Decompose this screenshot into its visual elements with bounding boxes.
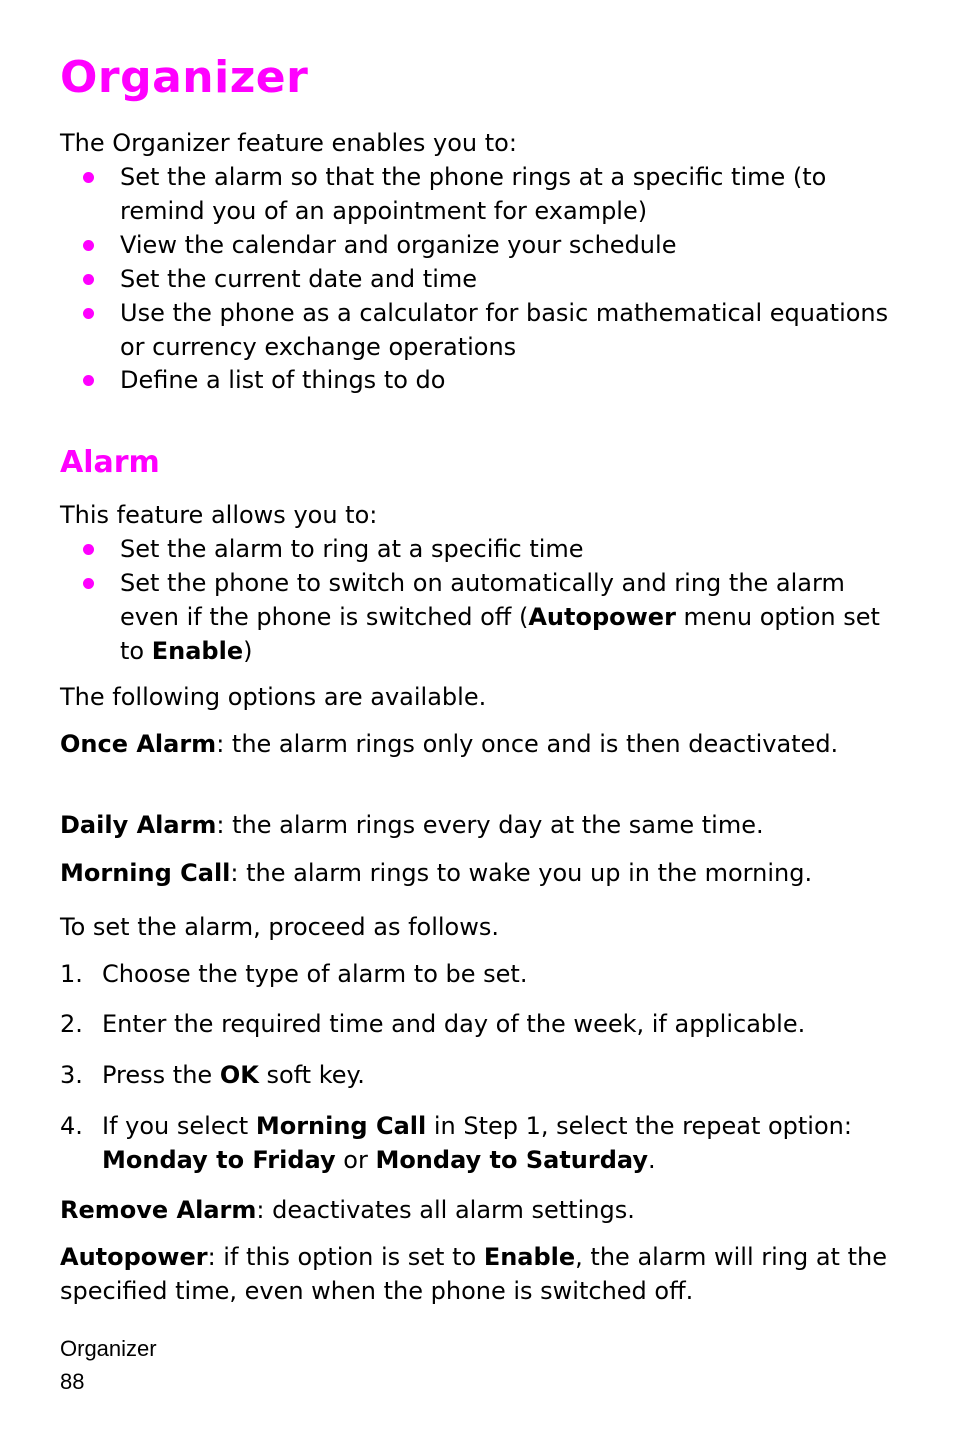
bullet-icon [83,240,94,251]
option-value: Enable [151,637,244,665]
step-item [60,957,890,991]
step-number: 3. [60,1061,83,1089]
bullet-text: Set the alarm so that the phone rings at a specific time (to remind you of an appointment for example) [120,163,827,225]
option-value: Enable [483,1243,576,1271]
footer-section-name: Organizer [60,1336,157,1361]
step-text-part: or [335,1146,376,1174]
step-text-part: . [648,1146,656,1174]
list-item [60,228,890,262]
option-daily-alarm [60,808,890,842]
bullet-icon [83,172,94,183]
section-heading-alarm: Alarm [60,445,160,480]
step-item [60,1007,890,1041]
option-value: Monday to Saturday [375,1146,649,1174]
bullet-text-part: menu option set to [120,603,880,665]
option-description: : the alarm rings every day at the same time. [216,811,764,839]
page-title: Organizer [60,52,309,103]
step-text-part: soft key. [258,1061,365,1089]
bullet-icon [83,274,94,285]
step-number: 2. [60,1010,83,1038]
options-intro-text: The following options are available. [60,683,487,711]
bullet-icon [83,578,94,589]
option-term: Daily Alarm [60,811,217,839]
option-term: Morning Call [60,859,231,887]
option-term: Remove Alarm [60,1196,257,1224]
page-number: 88 [60,1369,85,1394]
bullet-text: Set the alarm to ring at a specific time [120,535,584,563]
bullet-text-part: Set the phone to switch on automatically and ring the alarm even if the phone is switched off ( [120,569,845,631]
bullet-icon [83,544,94,555]
step-number: 4. [60,1112,83,1140]
list-item [60,262,890,296]
option-term: Once Alarm [60,730,217,758]
list-item [60,363,890,397]
option-once-alarm [60,727,890,761]
option-term: Morning Call [255,1112,427,1140]
step-item [60,1109,890,1177]
soft-key-name: OK [219,1061,259,1089]
bullet-text [120,566,890,668]
bullet-text: Use the phone as a calculator for basic mathematical equations or currency exchange operations [120,299,889,361]
bullet-text: Set the current date and time [120,265,478,293]
step-text [102,1058,890,1092]
list-item [60,296,890,364]
bullet-icon [83,308,94,319]
list-item [60,566,890,668]
steps-intro-text: To set the alarm, proceed as follows. [60,913,499,941]
option-description: : if this option is set to [207,1243,484,1271]
option-description: : deactivates all alarm settings. [256,1196,635,1224]
step-text: Choose the type of alarm to be set. [102,960,528,988]
list-item [60,160,890,228]
step-text-part: If you select [102,1112,256,1140]
option-description: : the alarm rings to wake you up in the morning. [230,859,813,887]
bullet-icon [83,375,94,386]
option-morning-call [60,856,890,890]
option-description: : the alarm rings only once and is then deactivated. [216,730,839,758]
menu-option-name: Autopower [528,603,676,631]
option-value: Monday to Friday [102,1146,336,1174]
option-term: Autopower [60,1243,208,1271]
step-item [60,1058,890,1092]
step-text [102,1109,890,1177]
step-number: 1. [60,960,83,988]
intro-text: The Organizer feature enables you to: [60,129,517,157]
option-description: , the alarm will ring at the specified time, even when the phone is switched off. [60,1243,887,1305]
option-remove-alarm [60,1193,890,1227]
bullet-text-part: ) [243,637,253,665]
alarm-intro-text: This feature allows you to: [60,501,378,529]
bullet-text: View the calendar and organize your schedule [120,231,677,259]
step-text-part: in Step 1, select the repeat option: [426,1112,852,1140]
bullet-text: Define a list of things to do [120,366,446,394]
step-text: Enter the required time and day of the week, if applicable. [102,1010,806,1038]
option-autopower [60,1240,890,1308]
list-item [60,532,890,566]
step-text-part: Press the [102,1061,220,1089]
